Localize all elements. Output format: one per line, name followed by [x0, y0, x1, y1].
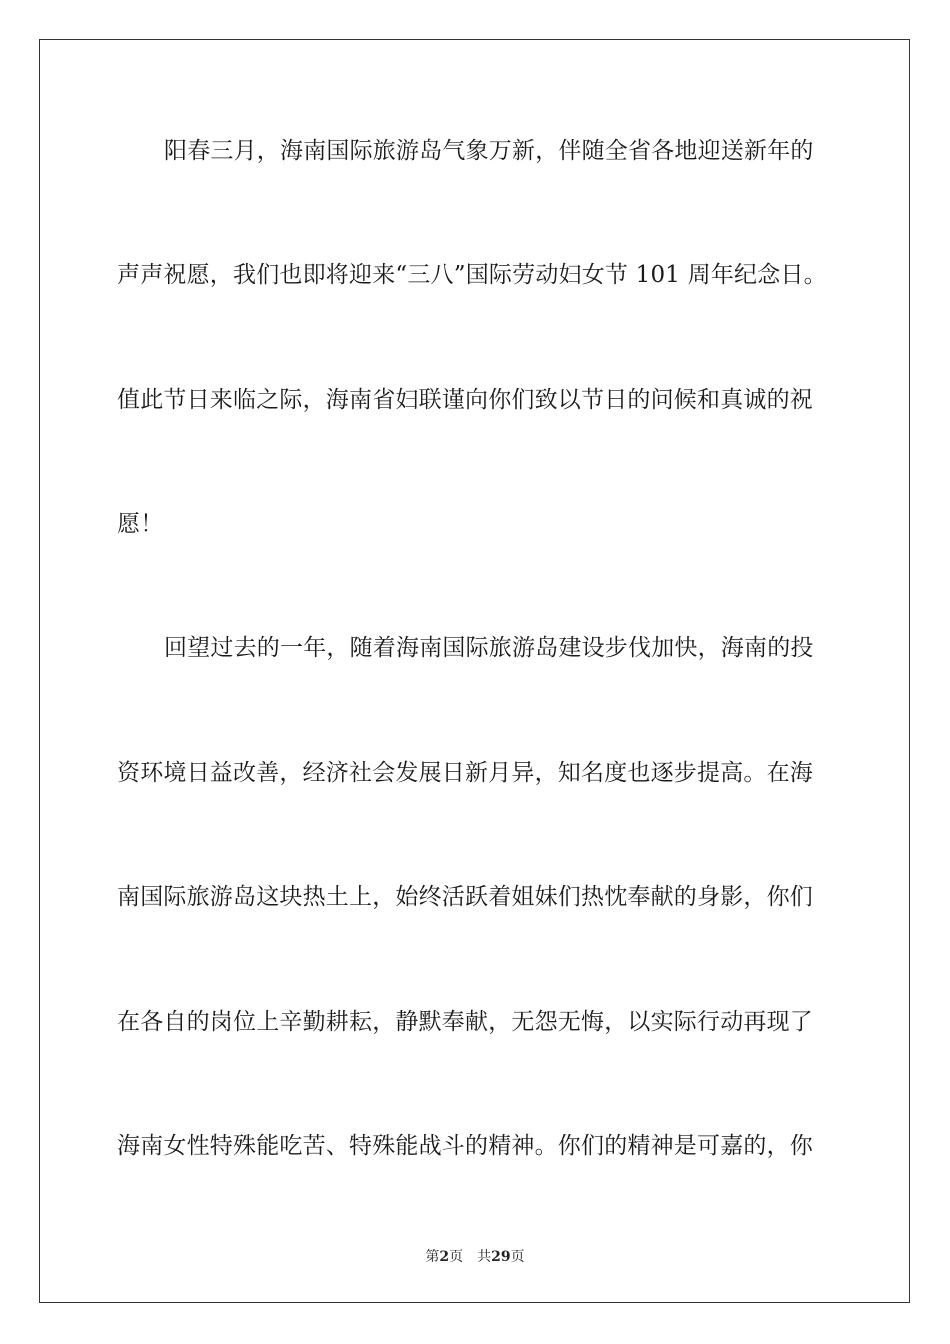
page-footer — [0, 1248, 950, 1266]
paragraph-2-line-2: 资环境日益改善，经济社会发展日新月异，知名度也逐步提高。在海 — [117, 760, 813, 786]
paragraph-2-line-4: 在各自的岗位上辛勤耕耘，静默奉献，无怨无悔，以实际行动再现了 — [117, 1009, 813, 1035]
page-border — [39, 39, 910, 1303]
paragraph-2-line-5: 海南女性特殊能吃苦、特殊能战斗的精神。你们的精神是可嘉的，你 — [117, 1133, 813, 1159]
page-prefix: 第 — [425, 1249, 440, 1265]
page-number: 2 — [439, 1249, 450, 1265]
paragraph-1-line-4: 愿！ — [117, 511, 164, 537]
paragraph-1-line-2: 声声祝愿，我们也即将迎来“三八”国际劳动妇女节 101 周年纪念日。 — [117, 262, 827, 288]
page-suffix: 页 — [449, 1249, 464, 1265]
total-suffix: 页 — [510, 1249, 525, 1265]
total-prefix: 共 — [477, 1249, 492, 1265]
paragraph-1-line-1: 阳春三月，海南国际旅游岛气象万新，伴随全省各地迎送新年的 — [164, 138, 814, 164]
paragraph-2-line-1: 回望过去的一年，随着海南国际旅游岛建设步伐加快，海南的投 — [164, 635, 814, 661]
total-pages: 29 — [491, 1249, 511, 1265]
paragraph-1-line-3: 值此节日来临之际，海南省妇联谨向你们致以节日的问候和真诚的祝 — [117, 387, 813, 413]
paragraph-2-line-3: 南国际旅游岛这块热土上，始终活跃着姐妹们热忱奉献的身影，你们 — [117, 884, 813, 910]
